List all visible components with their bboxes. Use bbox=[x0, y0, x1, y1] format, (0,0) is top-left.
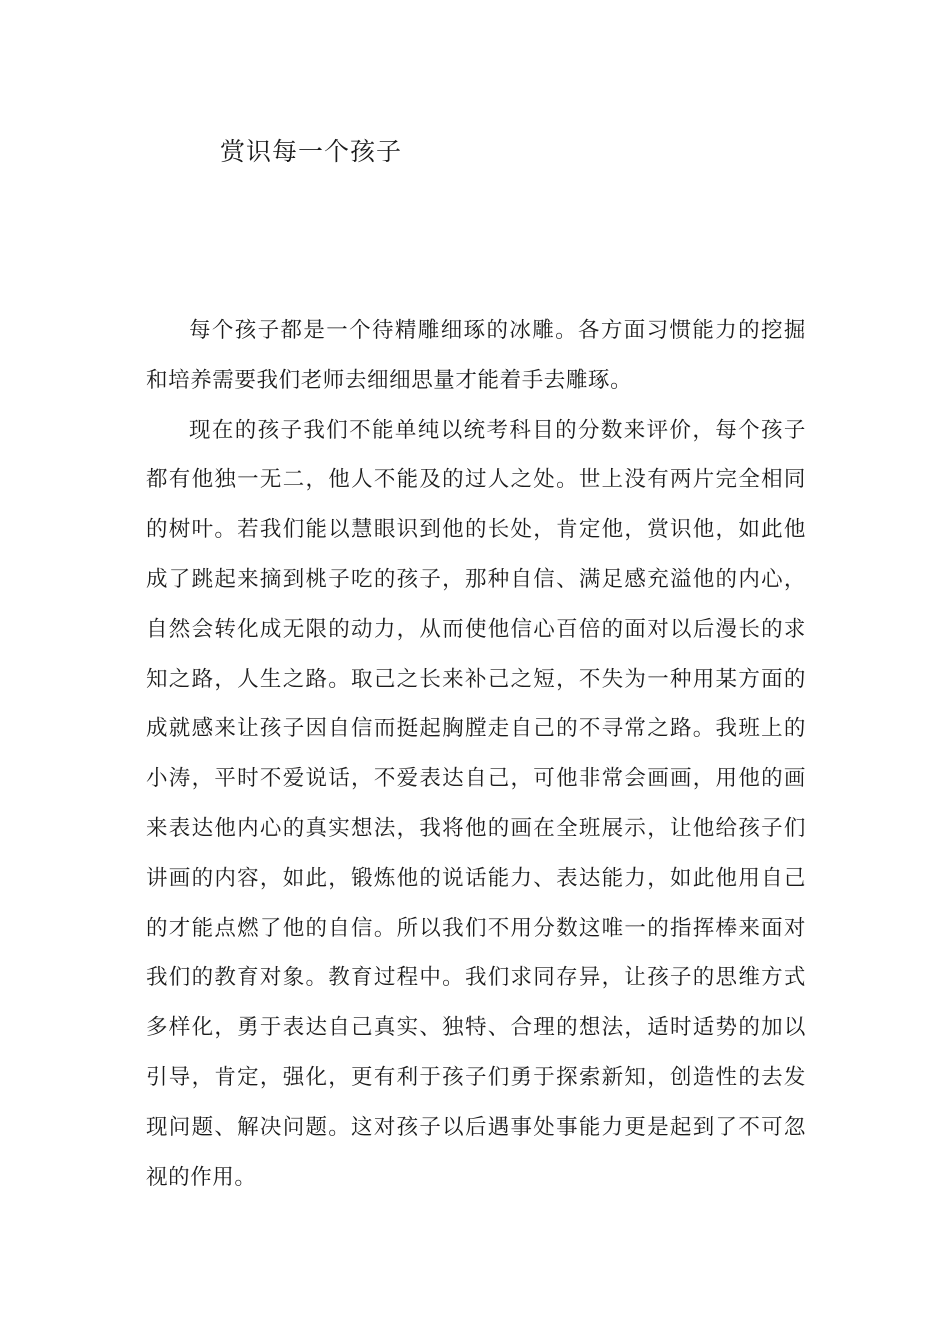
document-title: 赏识每一个孩子 bbox=[220, 137, 403, 166]
paragraph-2: 现在的孩子我们不能单纯以统考科目的分数来评价，每个孩子都有他独一无二，他人不能及的过人之处。世上没有两片完全相同的树叶。若我们能以慧眼识到他的长处，肯定他，赏识他，如此他成了跳起来摘到桃子吃的孩子，那种自信、满足感充溢他的内心，自然会转化成无限的动力，从而使他信心百倍的面对以后漫长的求知之路，人生之路。取己之长来补己之短，不失为一种用某方面的成就感来让孩子因自信而挺起胸膛走自己的不寻常之路。我班上的小涛，平时不爱说话，不爱表达自己，可他非常会画画，用他的画来表达他内心的真实想法，我将他的画在全班展示，让他给孩子们讲画的内容，如此，锻炼他的说话能力、表达能力，如此他用自己的才能点燃了他的自信。所以我们不用分数这唯一的指挥棒来面对我们的教育对象。教育过程中。我们求同存异，让孩子的思维方式多样化，勇于表达自己真实、独特、合理的想法，适时适势的加以引导，肯定，强化，更有利于孩子们勇于探索新知，创造性的去发现问题、解决问题。这对孩子以后遇事处事能力更是起到了不可忽视的作用。 bbox=[146, 417, 806, 1190]
paragraph-1: 每个孩子都是一个待精雕细琢的冰雕。各方面习惯能力的挖掘和培养需要我们老师去细细思量才能着手去雕琢。 bbox=[146, 318, 806, 393]
document-body bbox=[146, 306, 806, 1202]
